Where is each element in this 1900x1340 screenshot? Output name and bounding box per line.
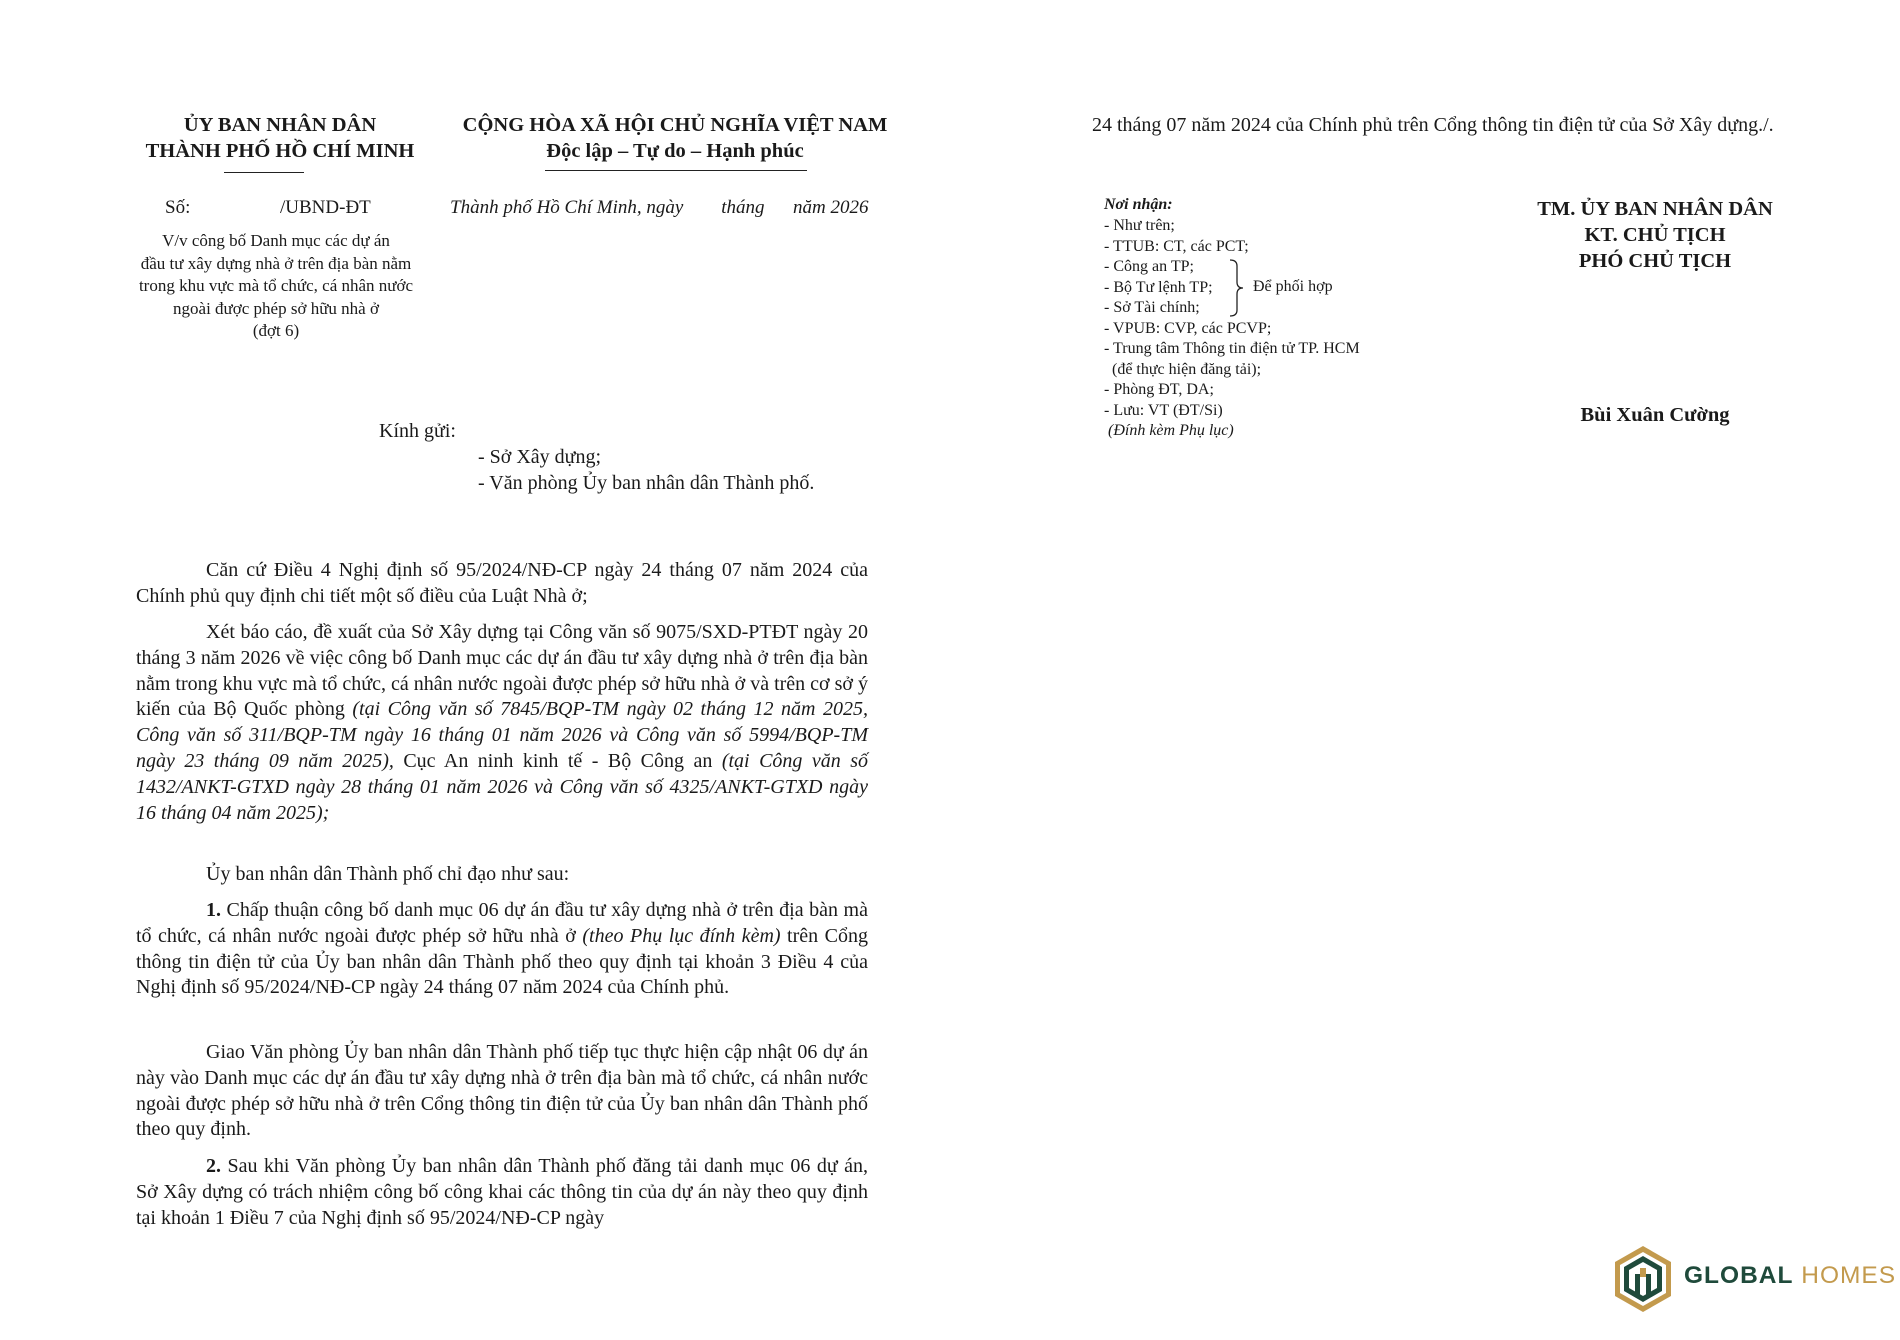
national-motto xyxy=(450,112,900,164)
body-paragraph xyxy=(136,898,868,1001)
clause-number: 1. xyxy=(206,899,221,921)
signer-name: Bùi Xuân Cường xyxy=(1580,404,1730,426)
clause-number: 2. xyxy=(206,1155,221,1177)
addressee-item: - Văn phòng Ủy ban nhân dân Thành phố. xyxy=(478,472,815,494)
issuing-authority xyxy=(120,112,440,164)
nation-line-2: Độc lập – Tự do – Hạnh phúc xyxy=(546,140,804,162)
recipient-line: - Phòng ĐT, DA; xyxy=(1104,381,1214,398)
body-paragraph xyxy=(136,620,868,826)
recipient-line: - Trung tâm Thông tin điện tử TP. HCM xyxy=(1104,340,1360,357)
subject-line: (đợt 6) xyxy=(252,321,300,340)
body-paragraph xyxy=(136,862,868,888)
paragraph-text: Cục An ninh kinh tế - Bộ Công an xyxy=(393,749,722,772)
addressee-item: - Sở Xây dựng; xyxy=(478,446,602,468)
addressee-label: Kính gửi: xyxy=(379,420,456,442)
logo-wordmark xyxy=(1684,1262,1896,1290)
paragraph-text: Giao Văn phòng Ủy ban nhân dân Thành phố tiếp tục thực hiện cập nhật 06 dự án này vào Danh mục các dự án đầu tư xây dựng nhà ở trên địa bàn mà tổ chức, cá nhân nước ngoài được phép sở hữu nhà ở trên Cổng thông tin điện tử của Ủy ban nhân dân Thành phố theo quy định. xyxy=(136,1041,868,1141)
paragraph-text: Chấp thuận công bố danh mục 06 dự án đầu tư xây dựng nhà ở trên địa bàn mà tổ chức, cá nhân nước ngoài được phép sở hữu nhà ở xyxy=(136,899,868,947)
subject-line: ngoài được phép sở hữu nhà ở xyxy=(173,298,379,318)
sign-line: PHÓ CHỦ TỊCH xyxy=(1578,250,1732,272)
paragraph-text: trên Cổng thông tin điện tử của Ủy ban nhân dân Thành phố theo quy định tại khoản 3 Điều 4 của Nghị định số 95/2024/NĐ-CP ngày 24 tháng 07 năm 2024 của Chính phủ. xyxy=(136,924,868,999)
sign-line: KT. CHỦ TỊCH xyxy=(1584,224,1726,246)
signature-block xyxy=(1490,196,1820,274)
recipient-line: (để thực hiện đăng tải); xyxy=(1104,360,1262,378)
subject-line: đầu tư xây dựng nhà ở trên địa bàn nằm xyxy=(140,253,412,273)
logo-word-homes: HOMES xyxy=(1801,1262,1897,1289)
paragraph-text-italic: (tại Công văn số 1432/ANKT-GTXD ngày 28 tháng 01 năm 2026 và Công văn số 4325/ANKT-GTXD ngày 16 tháng 04 năm 2025); xyxy=(136,749,868,824)
recipient-line: - Bộ Tư lệnh TP; xyxy=(1104,278,1213,296)
paragraph-text: Sau khi Văn phòng Ủy ban nhân dân Thành phố đăng tải danh mục 06 dự án, Sở Xây dựng có trách nhiệm công bố công khai các thông tin của dự án này theo quy định tại khoản 1 Điều 7 của Nghị định số 95/2024/NĐ-CP ngày xyxy=(136,1155,868,1229)
subject-line: V/v công bố Danh mục các dự án xyxy=(162,231,390,250)
paragraph-text: Căn cứ Điều 4 Nghị định số 95/2024/NĐ-CP ngày 24 tháng 07 năm 2024 của Chính phủ quy định chi tiết một số điều của Luật Nhà ở; xyxy=(136,559,868,607)
document-subject xyxy=(118,230,434,343)
subject-line: trong khu vực mà tổ chức, cá nhân nước xyxy=(138,276,414,295)
body-paragraph xyxy=(136,558,868,610)
body-paragraph xyxy=(136,1154,868,1231)
org-underline xyxy=(224,172,304,173)
logo-word-global: GLOBAL xyxy=(1684,1262,1794,1289)
group-note: Để phối hợp xyxy=(1253,278,1333,295)
recipient-line: - VPUB: CVP, các PCVP; xyxy=(1104,319,1272,337)
place-date: Thành phố Hồ Chí Minh, ngày tháng năm 2026 xyxy=(450,197,869,218)
body-continuation: 24 tháng 07 năm 2024 của Chính phủ trên Cổng thông tin điện tử của Sở Xây dựng./. xyxy=(1092,114,1774,136)
paragraph-text: Xét báo cáo, đề xuất của Sở Xây dựng tại Công văn số 9075/SXD-PTĐT ngày 20 tháng 3 năm 2026 về việc công bố Danh mục các dự án đầu tư xây dựng nhà ở trên địa bàn nằm trong khu vực mà tổ chức, cá nhân nước ngoài được phép sở hữu nhà ở và trên cơ sở ý kiến của Bộ Quốc phòng xyxy=(136,621,868,721)
recipient-line: (Đính kèm Phụ lục) xyxy=(1104,422,1234,439)
recipient-line: - Công an TP; xyxy=(1104,258,1194,275)
recipient-line: - Lưu: VT (ĐT/Si) xyxy=(1104,401,1223,419)
motto-underline xyxy=(545,170,807,171)
recipient-line: - Như trên; xyxy=(1104,217,1175,234)
paragraph-text-italic: (tại Công văn số 7845/BQP-TM ngày 02 tháng 12 năm 2025, Công văn số 311/BQP-TM ngày 16 tháng 01 năm 2026 và Công văn số 5994/BQP-TM ngày 23 tháng 09 năm 2025), xyxy=(136,698,868,772)
org-line-2: THÀNH PHỐ HỒ CHÍ MINH xyxy=(145,140,415,162)
sign-line: TM. ỦY BAN NHÂN DÂN xyxy=(1537,198,1773,220)
paragraph-text: Ủy ban nhân dân Thành phố chỉ đạo như sau: xyxy=(206,863,570,885)
house-hexagon-icon xyxy=(1612,1244,1674,1314)
recipient-line: - TTUB: CT, các PCT; xyxy=(1104,237,1249,255)
org-line-1: ỦY BAN NHÂN DÂN xyxy=(183,114,377,136)
grouping-brace xyxy=(1228,258,1248,318)
document-number: /UBND-ĐT xyxy=(280,197,371,218)
paragraph-text-italic: (theo Phụ lục đính kèm) xyxy=(582,924,781,947)
document-number-label: Số: xyxy=(165,197,191,218)
recipient-line: - Sở Tài chính; xyxy=(1104,299,1200,316)
recipients-title: Nơi nhận: xyxy=(1104,196,1173,213)
global-homes-logo xyxy=(1612,1244,1897,1314)
body-paragraph xyxy=(136,1040,868,1143)
nation-line-1: CỘNG HÒA XÃ HỘI CHỦ NGHĨA VIỆT NAM xyxy=(462,114,888,136)
